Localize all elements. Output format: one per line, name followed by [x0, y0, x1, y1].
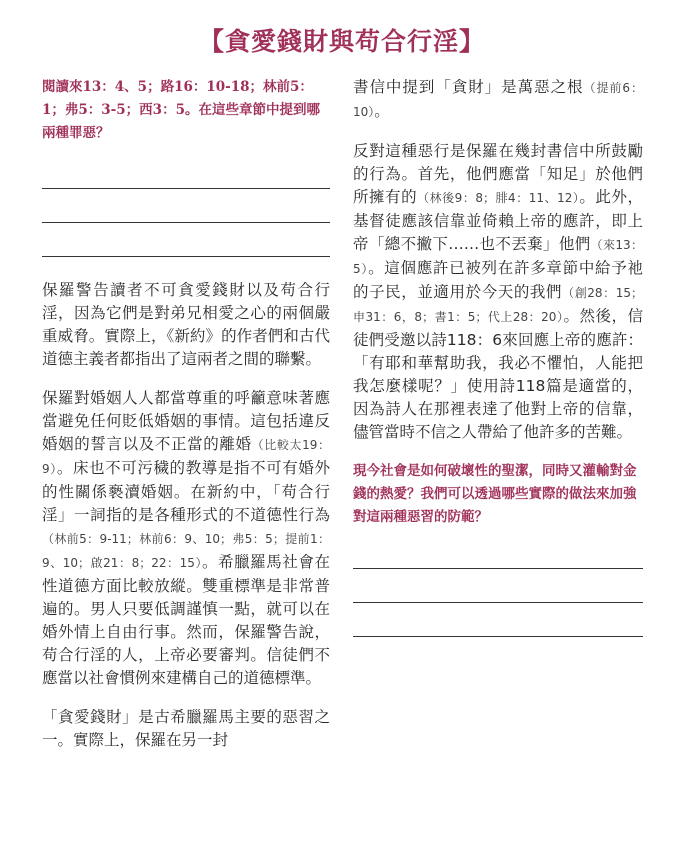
answer-line-6[interactable] [353, 603, 643, 637]
answer-line-3[interactable] [42, 223, 330, 257]
scripture-ref: （來13：5） [353, 238, 643, 276]
reflection-question: 現今社會是如何破壞性的聖潔，同時又灌輸對金錢的熱愛？我們可以透過哪些實際的做法來加強對這兩種惡習的防範？ [353, 463, 637, 525]
right-column [353, 76, 643, 637]
right-paragraph-1 [353, 76, 643, 124]
right-paragraph-2-text-a: 反對這種惡行是保羅在幾封書信中所鼓勵的行為。首先，他們應當「知足」於他們所擁有的 [353, 142, 643, 206]
answer-line-4[interactable] [353, 535, 643, 569]
scripture-ref: （林後9：8；腓4：11、12） [417, 191, 580, 205]
right-paragraph-2-text-d: 。然後，信徒們受邀以詩118：6來回應上帝的應許：「有耶和華幫助我，我必不懼怕，人能把我怎麼樣呢？」使用詩118篇是適當的，因為詩人在那裡表達了他對上帝的信靠，儘管當時不信之人帶給了他許多的苦難。 [353, 307, 643, 441]
reading-question: 閱讀來13：4、5；路16：10-18；林前5：1；弗5：3-5；西3：5。在這些章節中提到哪兩種罪惡？ [42, 79, 320, 141]
right-paragraph-1-text-a: 書信中提到「貪財」是萬惡之根 [353, 78, 584, 96]
left-paragraph-2-text-c: 。希臘羅馬社會在性道德方面比較放縱。雙重標準是非常普遍的。男人只要低調謹慎一點，就可以在婚外情上自由行事。然而，保羅警告說，苟合行淫的人，上帝必要審判。信徒們不應當以社會慣例來建構自己的道德標準。 [42, 553, 330, 687]
right-paragraph-2 [353, 140, 643, 444]
left-paragraph-1: 保羅警告讀者不可貪愛錢財以及苟合行淫，因為它們是對弟兄相愛之心的兩個嚴重威脅。實際上，《新約》的作者們和古代道德主義者都指出了這兩者之間的聯繫。 [42, 281, 330, 368]
right-paragraph-1-text-b: 。 [374, 102, 390, 120]
scripture-ref: （比較太19：9） [42, 438, 330, 476]
answer-line-1[interactable] [42, 155, 330, 189]
left-paragraph-2-text-b: 。床也不可污穢的教導是指不可有婚外的性關係褻瀆婚姻。在新約中，「苟合行淫」一詞指的是各種形式的不道德性行為 [42, 459, 330, 524]
left-column [42, 76, 330, 752]
answer-line-5[interactable] [353, 569, 643, 603]
left-paragraph-3: 「貪愛錢財」是古希臘羅馬主要的惡習之一。實際上，保羅在另一封 [42, 708, 330, 749]
left-paragraph-2-text-a: 保羅對婚姻人人都當尊重的呼籲意味著應當避免任何貶低婚姻的事情。這包括違反婚姻的誓言以及不正當的離婚 [42, 389, 330, 453]
right-paragraph-2-text-b: 。此外，基督徒應該信靠並倚賴上帝的應許，即上帝「總不撇下……也不丟棄」他們 [353, 188, 643, 253]
scripture-ref: （創28：15；申31：6，8；書1：5；代上28：20） [353, 286, 643, 324]
scripture-ref: （提前6：10） [353, 81, 643, 119]
page-title: 【貪愛錢財與苟合行淫】 [198, 27, 485, 56]
right-paragraph-2-text-c: 。這個應許已被列在許多章節中給予祂的子民，並適用於今天的我們 [353, 259, 643, 301]
answer-line-2[interactable] [42, 189, 330, 223]
scripture-ref: （林前5：9-11；林前6：9、10；弗5：5；提前1：9、10；啟21：8；22：15） [42, 532, 330, 570]
left-paragraph-2 [42, 387, 330, 690]
